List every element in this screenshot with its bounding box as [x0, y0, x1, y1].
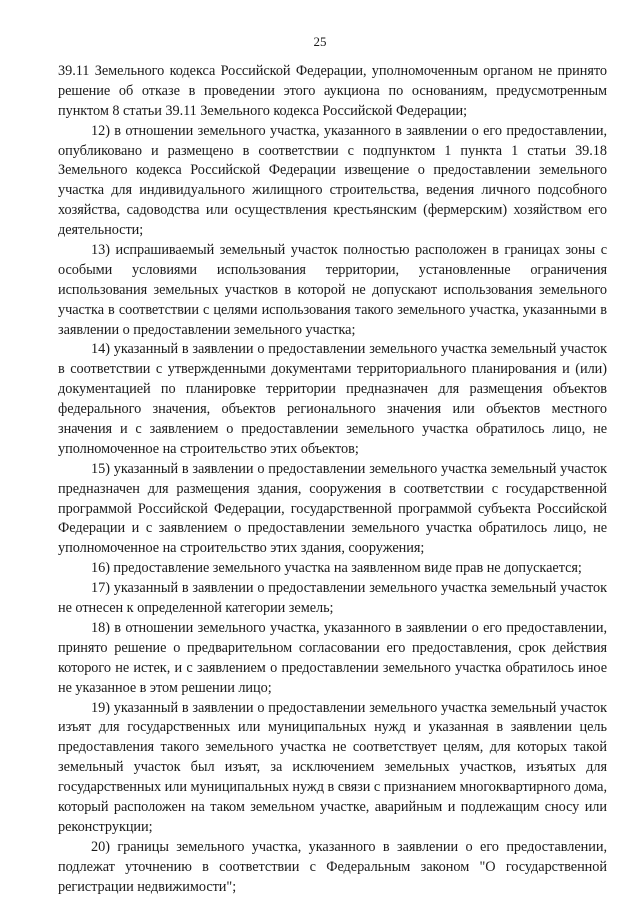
paragraph-item-17: 17) указанный в заявлении о предоставлении земельного участка земельный участок не отнесен к определенной категории земель; [58, 580, 607, 617]
paragraph-item-14: 14) указанный в заявлении о предоставлении земельного участка земельный участок в соответствии с утвержденными документами территориального планирования и (или) документацией по планировке территории предназначен для размещения объектов федерального значения, объектов регионального значения или объектов местного значения и с заявлением о предоставлении земельного участка обратилось лицо, не уполномоченное на строительство этих объектов; [58, 341, 607, 457]
paragraph-item-13: 13) испрашиваемый земельный участок полностью расположен в границах зоны с особыми условиями использования территории, установленные ограничения использования земельных участков в которой не допускают использования земельного участка в соответствии с целями использования такого земельного участка, указанными в заявлении о предоставлении земельного участка; [58, 242, 607, 338]
page-number: 25 [313, 34, 327, 49]
paragraph-item-19: 19) указанный в заявлении о предоставлении земельного участка земельный участок изъят для государственных или муниципальных нужд и указанная в заявлении цель предоставления такого земельного участка не соответствует целям, для которых такой земельный участок был изъят, за исключением земельных участков, изъятых для государственных или муниципальных нужд в связи с признанием многоквартирного дома, который расположен на таком земельном участке, аварийным и подлежащим сносу или реконструкции; [58, 699, 607, 835]
document-body [58, 62, 607, 897]
paragraph-item-18: 18) в отношении земельного участка, указанного в заявлении о его предоставлении, принято решение о предварительном согласовании его предоставления, срок действия которого не истек, и с заявлением о предоставлении земельного участка обратилось иное не указанное в этом решении лицо; [58, 619, 607, 696]
paragraph-item-15: 15) указанный в заявлении о предоставлении земельного участка земельный участок предназначен для размещения здания, сооружения в соответствии с государственной программой Российской Федерации, государственной программой субъекта Российской Федерации и с заявлением о предоставлении земельного участка обратилось лицо, не уполномоченное на строительство этих здания, сооружения; [58, 460, 607, 557]
paragraph-item-16: 16) предоставление земельного участка на заявленном виде прав не допускается; [91, 560, 582, 577]
paragraph-continuation: 39.11 Земельного кодекса Российской Федерации, уполномоченным органом не принято решение об отказе в проведении этого аукциона по основаниям, предусмотренным пунктом 8 статьи 39.11 Земельного кодекса Российской Федерации; [58, 63, 607, 119]
paragraph-item-20: 20) границы земельного участка, указанного в заявлении о его предоставлении, подлежат уточнению в соответствии с Федеральным законом "О государственной регистрации недвижимости"; [58, 838, 607, 895]
paragraph-item-12: 12) в отношении земельного участка, указанного в заявлении о его предоставлении, опубликовано и размещено в соответствии с подпунктом 1 пункта 1 статьи 39.18 Земельного кодекса Российской Федерации извещение о предоставлении земельного участка для индивидуального жилищного строительства, ведения личного подсобного хозяйства, садоводства или осуществления крестьянским (фермерским) хозяйством его деятельности; [58, 122, 607, 239]
